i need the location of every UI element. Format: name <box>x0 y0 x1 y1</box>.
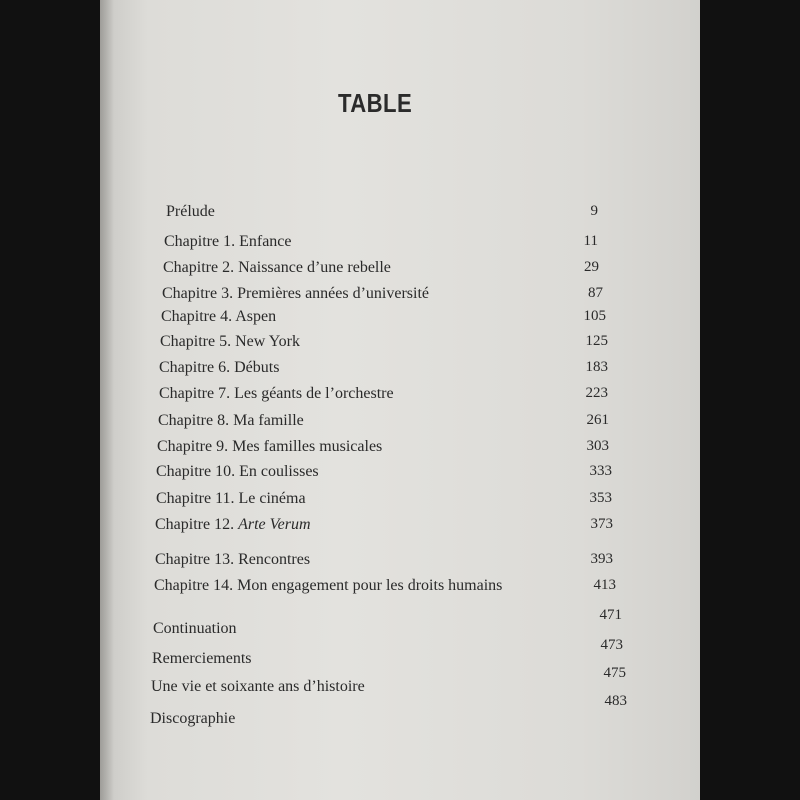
toc-page-number: 105 <box>583 308 606 324</box>
label-text: Chapitre 14. Mon engagement pour les droits humains <box>154 577 503 594</box>
toc-entry-label <box>156 463 319 481</box>
toc-page-number: 483 <box>604 693 627 709</box>
toc-entry-label <box>155 516 311 534</box>
toc-page-number: 125 <box>585 333 608 349</box>
toc-entry-label <box>163 259 391 277</box>
toc-entry-label <box>160 333 300 351</box>
toc-entry-label <box>166 203 215 221</box>
label-text: Une vie et soixante ans d’histoire <box>151 678 365 695</box>
toc-entry-label <box>161 308 276 326</box>
toc-entry-label <box>156 490 306 508</box>
toc-page-number: 475 <box>603 665 626 681</box>
toc-entry-label <box>152 650 252 668</box>
label-text: Chapitre 12. <box>155 516 235 533</box>
label-text: Chapitre 3. Premières années d’université <box>162 285 430 302</box>
label-italic-text: Arte Verum <box>238 516 311 533</box>
label-text: Continuation <box>153 620 237 637</box>
label-text: Chapitre 5. New York <box>160 333 300 350</box>
toc-page-number: 333 <box>589 463 612 479</box>
label-text: Remerciements <box>152 650 252 667</box>
toc-entry-label <box>159 385 394 403</box>
toc-entry-label <box>154 577 502 595</box>
toc-entry-label <box>162 285 429 303</box>
label-text: Chapitre 13. Rencontres <box>155 551 311 568</box>
label-text: Chapitre 4. Aspen <box>161 308 277 325</box>
toc-page-number: 373 <box>590 516 613 532</box>
toc-entry-label <box>158 412 304 430</box>
toc-page-number: 223 <box>585 385 608 401</box>
toc-entry-label <box>150 710 235 728</box>
toc-page-number: 11 <box>583 233 598 249</box>
toc-page-number: 303 <box>586 438 609 454</box>
label-text: Chapitre 8. Ma famille <box>158 412 304 429</box>
toc-page-number: 353 <box>589 490 612 506</box>
toc-page-number: 183 <box>585 359 608 375</box>
toc-page-number: 413 <box>593 577 616 593</box>
label-text: Chapitre 9. Mes familles musicales <box>157 438 383 455</box>
toc-page-number: 471 <box>599 607 622 623</box>
label-text: Chapitre 2. Naissance d’une rebelle <box>163 259 391 276</box>
label-text: Chapitre 10. En coulisses <box>156 463 319 480</box>
label-text: Chapitre 1. Enfance <box>164 233 292 250</box>
toc-entry-label <box>153 620 237 638</box>
toc-page-number: 473 <box>600 637 623 653</box>
toc-page-number: 261 <box>586 412 609 428</box>
toc-entry-label <box>164 233 292 251</box>
toc-page-number: 9 <box>590 203 598 219</box>
toc-entry-label <box>157 438 382 456</box>
page-gutter-shadow <box>100 0 114 800</box>
label-text: Discographie <box>150 710 236 727</box>
label-text: Chapitre 7. Les géants de l’orchestre <box>159 385 394 402</box>
toc-page-number: 87 <box>588 285 603 301</box>
label-text: Chapitre 6. Débuts <box>159 359 280 376</box>
toc-entry-label <box>159 359 279 377</box>
page-title: TABLE <box>338 88 413 118</box>
toc-entry-label <box>155 551 310 569</box>
toc-entry-label <box>151 678 365 696</box>
label-text: Prélude <box>166 203 215 220</box>
toc-page-number: 29 <box>584 259 599 275</box>
toc-page-number: 393 <box>590 551 613 567</box>
label-text: Chapitre 11. Le cinéma <box>156 490 306 507</box>
